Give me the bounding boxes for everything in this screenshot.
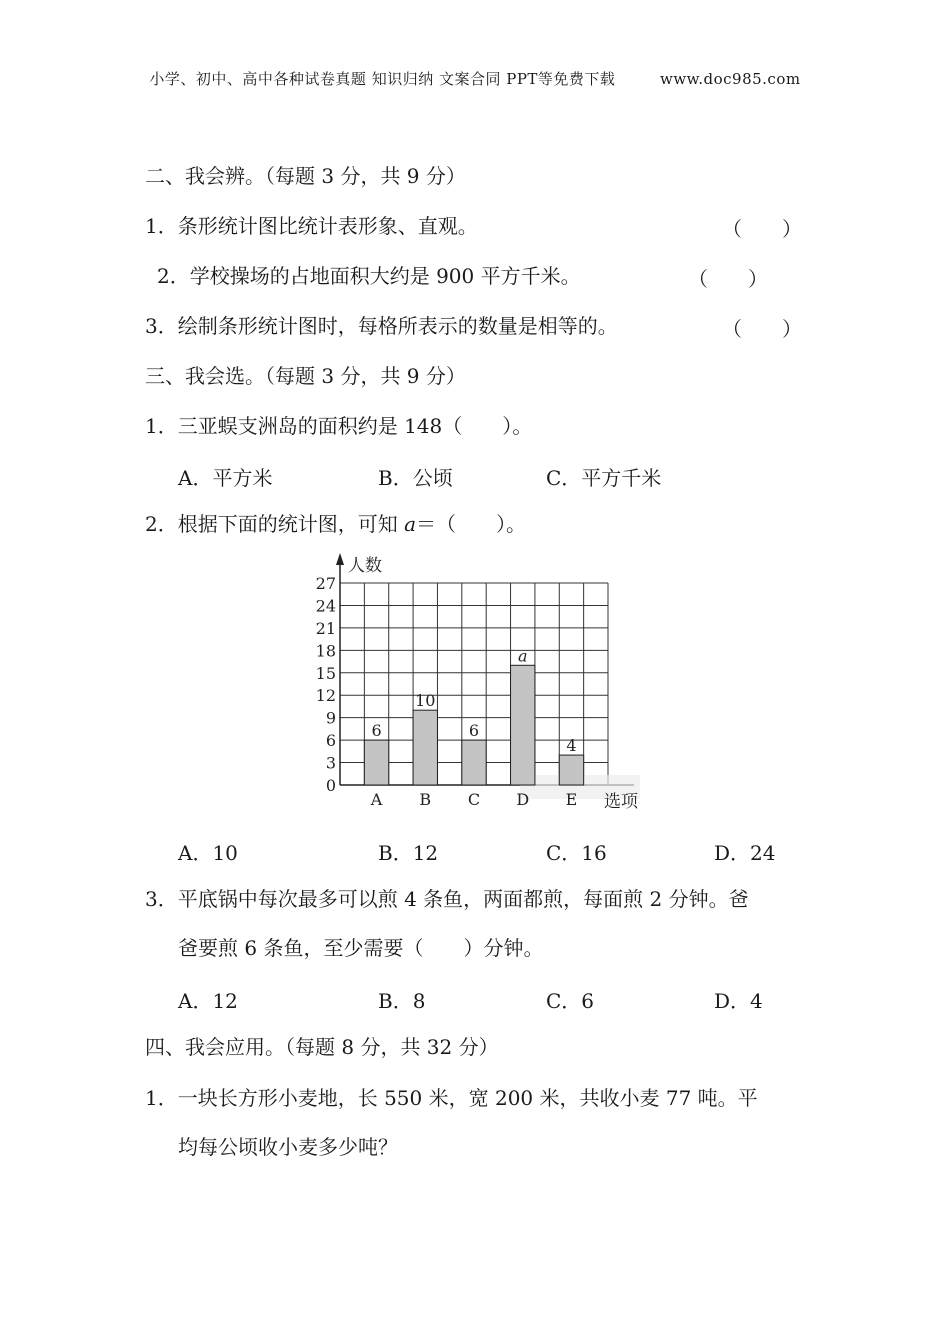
x-tick-label: B	[419, 790, 432, 809]
judge-q3: 3．绘制条形统计图时，每格所表示的数量是相等的。	[145, 314, 618, 338]
section4-title: 四、我会应用。（每题 8 分，共 32 分）	[145, 1035, 499, 1059]
judge-q2-blank[interactable]: （ ）	[688, 267, 768, 291]
choice-q1: 1．三亚蜈支洲岛的面积约是 148（ ）。	[145, 414, 533, 438]
judge-q3-blank[interactable]: （ ）	[722, 317, 802, 341]
y-tick-label: 15	[315, 663, 336, 683]
y-tick-label: 24	[315, 596, 336, 616]
choice-q2-option-a[interactable]: A．10	[178, 841, 238, 865]
choice-q1-option-a[interactable]: A．平方米	[178, 466, 273, 490]
section2-title: 二、我会辨。（每题 3 分，共 9 分）	[145, 164, 466, 188]
y-tick-label: 21	[315, 618, 336, 638]
y-tick-label: 27	[315, 574, 336, 593]
page-header	[0, 68, 950, 89]
bar-B	[413, 710, 437, 785]
choice-q3-option-c[interactable]: C．6	[546, 989, 595, 1013]
bar-label-C: 6	[468, 721, 480, 741]
apply-q1-line1: 1．一块长方形小麦地，长 550 米，宽 200 米，共收小麦 77 吨。平	[145, 1086, 758, 1110]
bar-label-B: 10	[415, 691, 436, 711]
y-tick-label: 6	[325, 731, 336, 751]
choice-q3-option-d[interactable]: D．4	[714, 989, 763, 1013]
y-axis-arrow-icon	[336, 553, 344, 565]
choice-q3-line2: 爸要煎 6 条鱼，至少需要（ ）分钟。	[178, 936, 544, 960]
x-tick-label: D	[516, 790, 530, 809]
x-tick-label: E	[565, 790, 578, 809]
choice-q2-option-c[interactable]: C．16	[546, 841, 607, 865]
choice-q2-prefix: 2．根据下面的统计图，可知	[145, 512, 405, 536]
section3-title: 三、我会选。（每题 3 分，共 9 分）	[145, 364, 466, 388]
y-axis-label: 人数	[348, 556, 382, 576]
bar-label-A: 6	[371, 721, 382, 741]
x-axis-label: 选项	[604, 792, 638, 812]
x-tick-label: C	[467, 790, 481, 809]
choice-q2-option-b[interactable]: B．12	[378, 841, 439, 865]
judge-q2: 2．学校操场的占地面积大约是 900 平方千米。	[157, 264, 581, 288]
choice-q2-option-d[interactable]: D．24	[714, 841, 776, 865]
y-tick-label: 3	[325, 753, 336, 773]
choice-q2	[145, 511, 526, 537]
bar-E	[559, 755, 583, 785]
y-tick-label: 18	[315, 641, 336, 661]
bar-label-D: a	[517, 646, 528, 666]
bar-D	[511, 665, 535, 785]
choice-q2-var: a	[404, 512, 417, 536]
x-tick-label: A	[370, 790, 383, 809]
y-tick-label: 0	[325, 776, 336, 795]
y-tick-label: 12	[315, 686, 336, 706]
bar-label-E: 4	[566, 736, 577, 756]
bar-C	[462, 740, 486, 785]
bar-chart	[300, 548, 650, 813]
judge-q1-blank[interactable]: （ ）	[722, 217, 802, 241]
choice-q2-suffix: ＝（ ）。	[416, 512, 527, 536]
choice-q1-option-b[interactable]: B．公顷	[378, 466, 453, 490]
y-tick-label: 9	[325, 708, 336, 728]
bar-A	[364, 740, 388, 785]
choice-q3-option-a[interactable]: A．12	[178, 989, 238, 1013]
header-text: 小学、初中、高中各种试卷真题 知识归纳 文案合同 PPT等免费下载	[149, 70, 616, 88]
header-url[interactable]: www.doc985.com	[659, 70, 801, 88]
judge-q1: 1．条形统计图比统计表形象、直观。	[145, 214, 478, 238]
choice-q1-option-c[interactable]: C．平方千米	[546, 466, 662, 490]
choice-q3-line1: 3．平底锅中每次最多可以煎 4 条鱼，两面都煎，每面煎 2 分钟。爸	[145, 887, 749, 911]
choice-q3-option-b[interactable]: B．8	[378, 989, 426, 1013]
apply-q1-line2: 均每公顷收小麦多少吨？	[178, 1135, 398, 1159]
